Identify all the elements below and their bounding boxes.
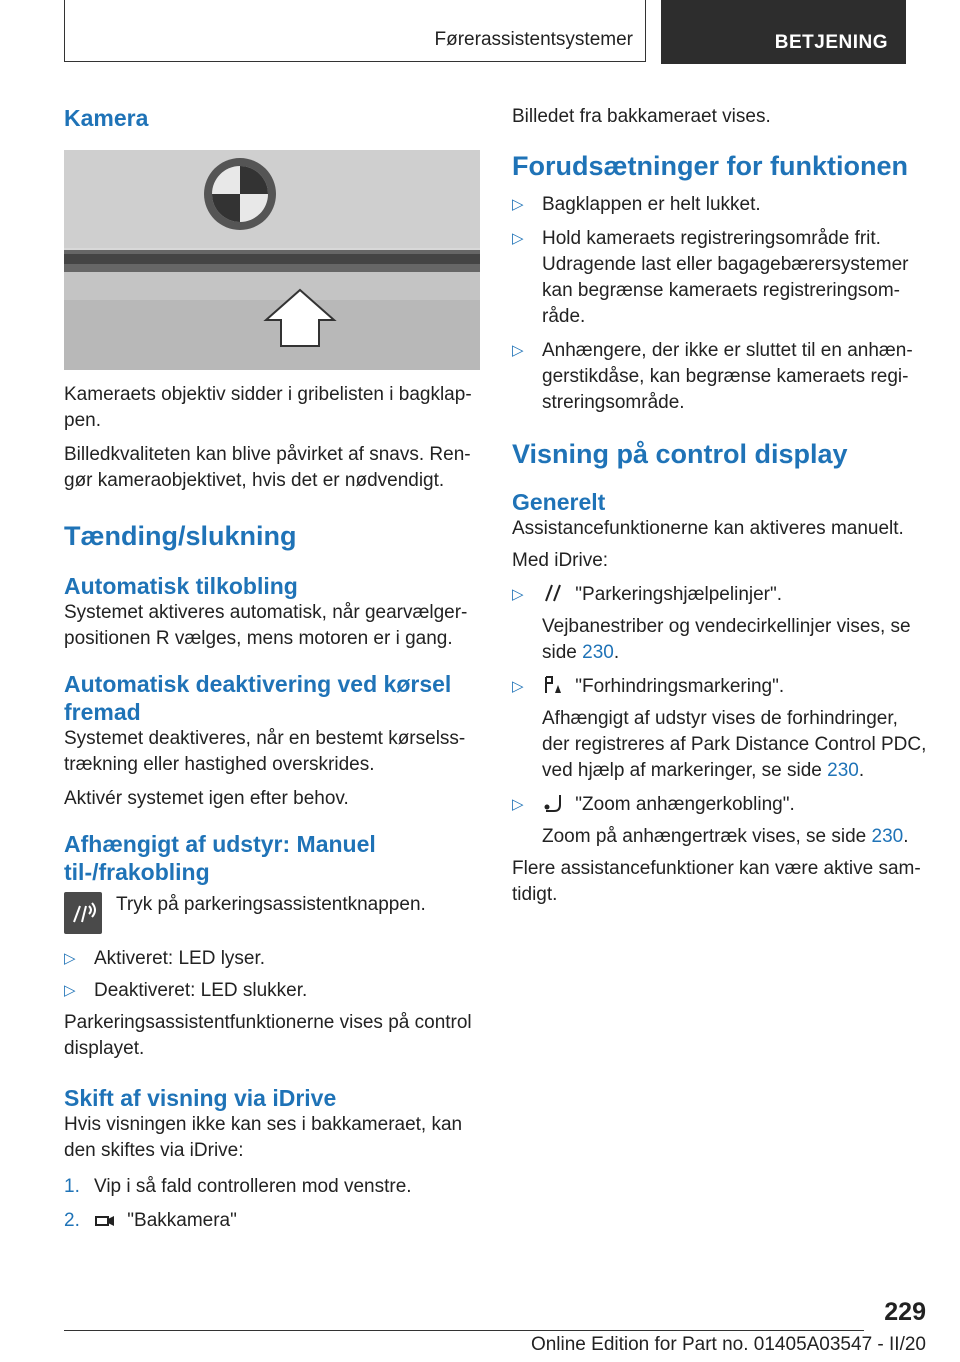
parking-assistant-button-icon: [64, 892, 102, 934]
switch-text: Hvis visningen ikke kan ses i bakkameraet, kan den skiftes via iDrive:: [64, 1114, 463, 1161]
manual-after-text: Parkeringsassistentfunktionerne vises på control displayet.: [64, 1012, 472, 1059]
reverse-camera-icon: [94, 1209, 116, 1229]
option-item: ▷ "Zoom anhængerkobling". Zoom på anhængertræk vises, se side 230.: [512, 794, 909, 847]
closing-text: Flere assistancefunktioner kan være aktive sam-tidigt.: [512, 858, 921, 905]
auto-off-heading: Automatisk deaktivering ved kørsel fremad: [64, 671, 452, 725]
general-heading: Generelt: [512, 489, 606, 515]
option-item: ▷ "Forhindringsmarkering". Afhængigt af udstyr vises de forhindringer, der registreres af Park Distance Control PDC, ved hjælp af markeringer, se side 230.: [512, 676, 927, 781]
left-column: [64, 100, 480, 1234]
page-header: [64, 0, 906, 64]
right-column: [512, 100, 928, 908]
general-text: Assistancefunktionerne kan aktiveres manuelt.: [512, 518, 904, 539]
bullet-item: ▷ Aktiveret: LED lyser.: [64, 946, 480, 972]
on-off-heading: Tænding/slukning: [64, 521, 297, 551]
trailer-hitch-icon: [542, 793, 564, 813]
triangle-right-icon: ▷: [512, 586, 524, 603]
header-chapter-box: [661, 0, 906, 64]
header-section-title: Førerassistentsystemer: [434, 29, 633, 50]
page-link[interactable]: 230: [582, 642, 614, 663]
camera-photo: [64, 150, 480, 370]
camera-illustration: [64, 150, 480, 370]
prereq-heading: Forudsætninger for funktionen: [512, 151, 908, 181]
bullet-item: ▷ Bagklappen er helt lukket.: [512, 192, 928, 218]
footer-edition: Online Edition for Part no. 01405A03547 - II/20: [530, 1334, 926, 1355]
camera-paragraph-2: Billedkvaliteten kan blive påvirket af snavs. Ren-gør kameraobjektivet, hvis det er nødvendigt.: [64, 444, 471, 491]
bullet-item: ▷ Deaktiveret: LED slukker.: [64, 978, 480, 1004]
triangle-right-icon: ▷: [512, 342, 524, 359]
triangle-right-icon: ▷: [64, 982, 76, 999]
obstacle-marking-icon: [542, 675, 564, 695]
page-link[interactable]: 230: [871, 826, 904, 847]
display-heading: Visning på control display: [512, 439, 848, 469]
triangle-right-icon: ▷: [512, 678, 524, 695]
parking-button-row: [64, 892, 480, 938]
triangle-right-icon: ▷: [512, 796, 524, 813]
auto-off-text: Systemet deaktiveres, når en bestemt kørselss-trækning eller hastighed overskrides.: [64, 728, 466, 775]
footer-divider: [64, 1330, 864, 1331]
parking-lines-icon: [542, 583, 564, 603]
auto-on-text: Systemet aktiveres automatisk, når gearvælger-positionen R vælges, mens motoren er i gang.: [64, 602, 468, 649]
triangle-right-icon: ▷: [64, 950, 76, 967]
header-section-box: [64, 0, 646, 62]
idrive-text: Med iDrive:: [512, 550, 609, 571]
option-item: ▷ "Parkeringshjælpelinjer". Vejbanestriber og vendecirkellinjer vises, se side 230.: [512, 584, 911, 663]
triangle-right-icon: ▷: [512, 230, 524, 247]
step-item: 2. "Bakkamera": [64, 1210, 237, 1231]
auto-on-heading: Automatisk tilkobling: [64, 573, 298, 599]
triangle-right-icon: ▷: [512, 196, 524, 213]
bullet-item: ▷ Hold kameraets registreringsområde frit. Udragende last eller bagagebærersystemer kan begrænse kameraets registreringsom-råde.: [512, 228, 909, 327]
header-chapter-title: BETJENING: [774, 32, 888, 53]
switch-heading: Skift af visning via iDrive: [64, 1085, 337, 1111]
step-item: 1. Vip i så fald controlleren mod venstre.: [64, 1176, 412, 1197]
auto-off-text-2: Aktivér systemet igen efter behov.: [64, 788, 349, 809]
page-number: 229: [884, 1298, 926, 1326]
intro-text: Billedet fra bakkameraet vises.: [512, 106, 771, 127]
parking-button-text: Tryk på parkeringsassistentknappen.: [116, 894, 426, 915]
camera-paragraph-1: Kameraets objektiv sidder i gribelisten i bagklap-pen.: [64, 384, 472, 431]
manual-heading: Afhængigt af udstyr: Manuel til-/frakobling: [64, 831, 376, 885]
page-link[interactable]: 230: [827, 760, 859, 781]
camera-heading: Kamera: [64, 105, 149, 131]
bullet-item: ▷ Anhængere, der ikke er sluttet til en anhæn-gerstikdåse, kan begrænse kameraets regi-streringsområde.: [512, 340, 913, 413]
